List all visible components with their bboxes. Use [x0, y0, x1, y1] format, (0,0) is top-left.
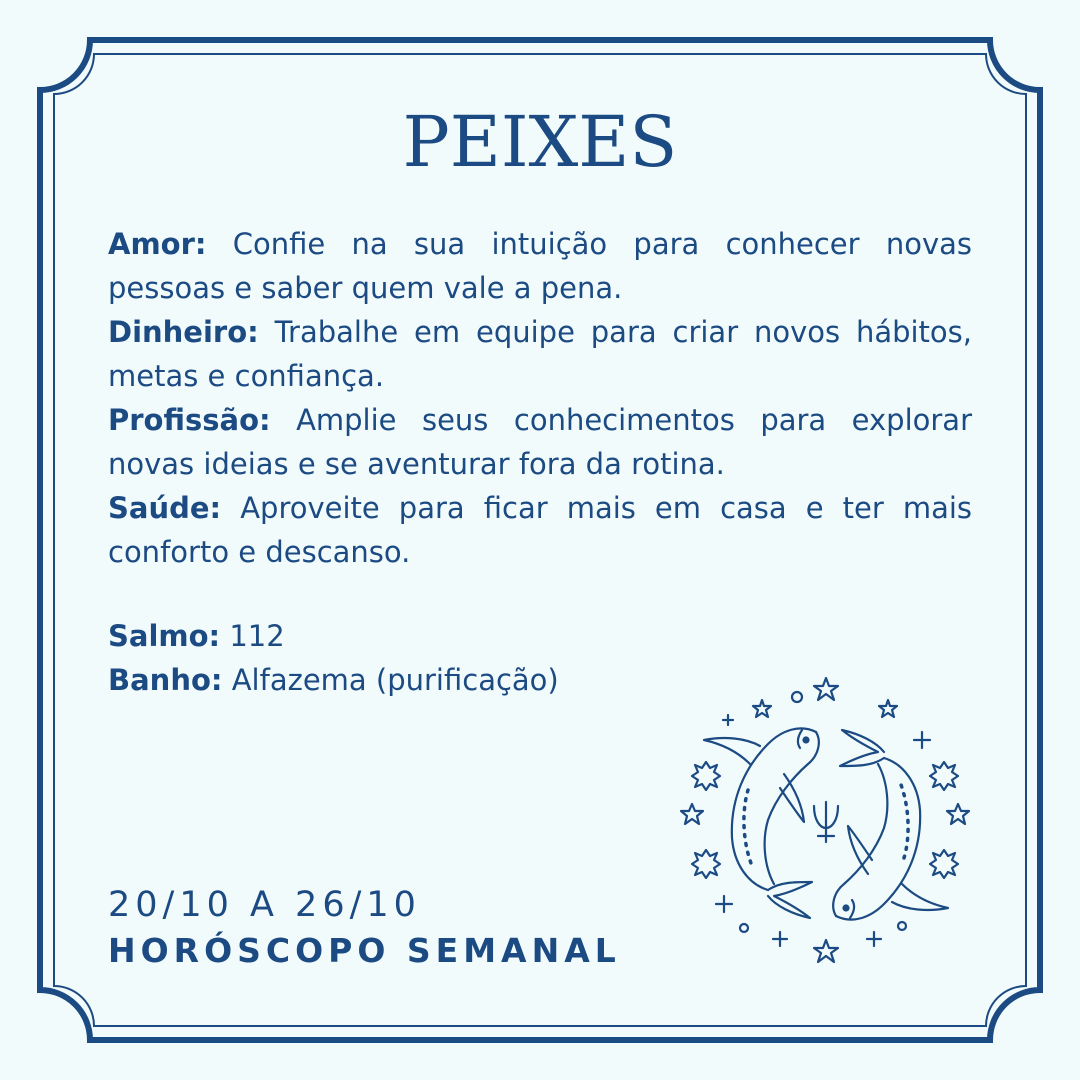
forecast-love: [108, 222, 972, 310]
section-text: Amplie seus conhecimentos para explorar novas ideias e se aventurar fora da rotina.: [108, 403, 972, 481]
footer: [108, 880, 708, 972]
dot-icon: [792, 692, 802, 702]
page-title: PEIXES: [402, 101, 678, 183]
forecast-health: [108, 486, 972, 574]
section-label: Saúde:: [108, 491, 222, 525]
sparkle-icon: [867, 932, 881, 946]
forecast-career: [108, 398, 972, 486]
psalm-line: [108, 614, 972, 658]
starburst-icon: [930, 762, 958, 790]
section-label: Amor:: [108, 227, 207, 261]
extra-label: Salmo:: [108, 619, 221, 653]
forecast-money: [108, 310, 972, 398]
forecast-body: [108, 222, 972, 702]
fish-right-icon: [833, 730, 948, 920]
starburst-icon: [930, 850, 958, 878]
section-text: Trabalhe em equipe para criar novos hábitos, metas e confiança.: [108, 315, 972, 393]
star-icon: [814, 940, 838, 962]
spacer: [108, 574, 972, 614]
star-icon: [947, 804, 969, 824]
extra-text: Alfazema (purificação): [231, 663, 559, 697]
star-icon: [814, 678, 838, 700]
star-icon: [879, 700, 897, 717]
sparkle-icon: [716, 896, 732, 912]
sparkle-icon: [723, 715, 733, 725]
horoscope-heading: HORÓSCOPO SEMANAL: [108, 931, 621, 970]
extra-text: 112: [229, 619, 285, 653]
neptune-icon: [814, 802, 838, 842]
extra-label: Banho:: [108, 663, 223, 697]
section-label: Profissão:: [108, 403, 271, 437]
section-text: Aproveite para ficar mais em casa e ter mais conforto e descanso.: [108, 491, 973, 569]
sparkle-icon: [773, 932, 787, 946]
date-range: 20/10 A 26/10: [108, 885, 421, 925]
dot-icon: [740, 924, 748, 932]
fish-left-icon: [704, 728, 819, 918]
pisces-emblem-icon: [676, 670, 976, 980]
section-label: Dinheiro:: [108, 315, 259, 349]
star-icon: [681, 804, 703, 824]
section-text: Confie na sua intuição para conhecer novas pessoas e saber quem vale a pena.: [108, 227, 972, 305]
starburst-icon: [692, 850, 720, 878]
starburst-icon: [692, 762, 720, 790]
dot-icon: [898, 922, 906, 930]
star-icon: [753, 700, 771, 717]
sparkle-icon: [914, 732, 930, 748]
